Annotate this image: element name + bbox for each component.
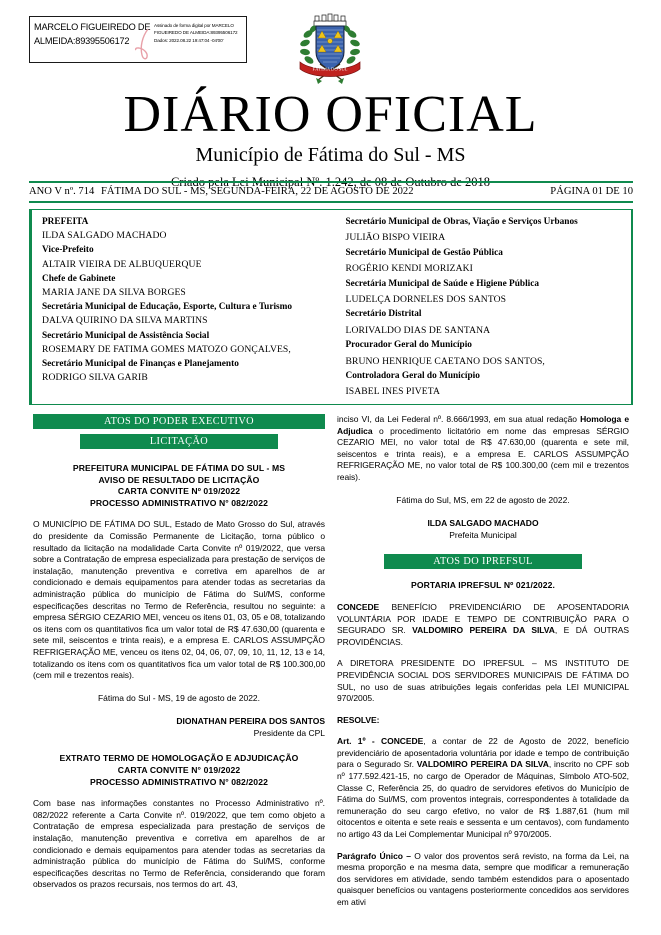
signature-name: MARCELO FIGUEIREDO DE ALMEIDA:89395506172 — [34, 22, 151, 46]
official-role: PREFEITA — [42, 217, 89, 227]
extrato-heading-line-3: PROCESSO ADMINISTRATIVO N° 082/2022 — [90, 776, 268, 787]
official-role: Vice-Prefeito — [42, 245, 94, 256]
official-name: ILDA SALGADO MACHADO — [42, 230, 167, 242]
issue-info-bar — [29, 184, 633, 200]
divider-bottom — [29, 201, 633, 203]
aviso-place-date: Fátima do Sul - MS, 19 de agosto de 2022. — [97, 692, 261, 703]
extrato-body-text: Com base nas informações constantes no Processo Administrativo nº. 082/2022 referente a Carta Convite nº. 019/2022, que tem como objeto a Contratação de empresa especializada para prestação de serviços de instalação, manutenção preventiva e corretiva em aparelhos de ar condicionado e demais equipamentos para atender todas as secretarias da administração pública do município de Fátima do Sul/MS, conforme especificações descritas no Termo de Referência, considerando que foram observados os prazos recursais, nos termos do art. 43, — [33, 798, 325, 890]
official-name: LORIVALDO DIAS DE SANTANA — [345, 324, 491, 336]
officials-column-left — [32, 215, 332, 404]
coat-of-arms-icon — [296, 12, 364, 86]
continuation-bold: Homologa e Adjudica — [337, 414, 629, 436]
official-role: Secretário Municipal de Assistência Social — [42, 330, 210, 341]
content-column-left — [33, 414, 325, 891]
official-name: MARIA JANE DA SILVA BORGES — [42, 287, 186, 299]
officials-box — [29, 209, 633, 405]
resolve-bold: RESOLVE: — [337, 714, 380, 725]
concede-text-part1: BENEFÍCIO PREVIDENCIÁRIO DE APOSENTADORIA VOLUNTÁRIA POR IDADE E TEMPO DE CONTRIBUIÇÃO PARA O SEGURADO SR. — [337, 601, 629, 636]
resolve-label — [337, 715, 629, 727]
masthead — [0, 88, 661, 191]
homologacao-signer-role: Prefeita Municipal — [449, 529, 517, 540]
official-role: Secretária Municipal de Saúde e Higiene Pública — [345, 278, 540, 289]
extrato-heading-line-1: EXTRATO TERMO DE HOMOLOGAÇÃO E ADJUDICAÇÃO — [59, 753, 299, 764]
section-banner-iprefsul: ATOS DO IPREFSUL — [384, 554, 582, 569]
official-role: Secretária Municipal de Educação, Esporte, Cultura e Turismo — [42, 302, 293, 313]
art1-text-part1: , a contar de 22 de Agosto de 2022, benefício previdenciário de aposentadoria voluntária por idade e tempo de contribuição para o Segurado Sr. — [337, 736, 629, 770]
official-name: ROGÉRIO KENDI MORIZAKI — [345, 263, 473, 275]
extrato-heading-line-2: CARTA CONVITE N° 019/2022 — [117, 765, 241, 776]
official-name: BRUNO HENRIQUE CAETANO DOS SANTOS, — [345, 355, 545, 367]
aviso-heading-line-2: AVISO DE RESULTADO DE LICITAÇÃO — [98, 474, 260, 485]
content-column-right — [337, 414, 629, 909]
continuation-pre: inciso VI, da Lei Federal nº. 8.666/1993, em sua atual redação — [337, 414, 581, 424]
art1-text-part2: , inscrito no CPF sob nº 177.592.421-15, no cargo de Operador de Máquinas, Símbolo ATO-502, Classe C, Referência 25, do quadro de servidores efetivos do Município de Fátima do Sul/MS, com proventos integrais, correspondentes à totalidade da remuneração do seu cargo efetivo, no valor de R$ 1.887,61 (hum mil oitocentos e oitenta e sete reais e sessenta e um centavos), com fundamento no artigo 43 da Lei Complementar Municipal nº 970/2005. — [337, 759, 629, 840]
page-title: DIÁRIO OFICIAL — [123, 86, 538, 143]
aviso-heading-line-3: CARTA CONVITE Nº 019/2022 — [117, 486, 241, 497]
masthead-subtitle: Município de Fátima do Sul - MS — [195, 144, 466, 166]
issue-page-number: PÁGINA 01 DE 10 — [550, 186, 633, 197]
portaria-heading: PORTARIA IPREFSUL Nº 021/2022. — [411, 580, 555, 591]
official-role: Secretário Distrital — [345, 309, 422, 320]
paragrafo-unico-label: Parágrafo Único – — [337, 850, 411, 861]
official-name: RODRIGO SILVA GARIB — [42, 372, 148, 384]
aviso-heading-line-4: PROCESSO ADMINISTRATIVO N° 082/2022 — [90, 497, 268, 508]
aviso-heading-line-1: PREFEITURA MUNICIPAL DE FÁTIMA DO SUL - MS — [72, 463, 286, 473]
paragrafo-unico-body: O valor dos proventos será revisto, na forma da Lei, na mesma proporção e na mesma data, sempre que modificar a remuneração dos servidores em atividade, sendo também estendidos para o aposentado quaisquer benefícios ou vantagens posteriormente concedidos aos servidores em ativi — [337, 850, 629, 907]
art1-text — [337, 736, 629, 840]
concede-summary-text — [337, 602, 629, 648]
homologacao-signer-name: ILDA SALGADO MACHADO — [427, 518, 539, 529]
issue-year-number: ANO V nº. 714 — [29, 186, 95, 197]
official-role: Secretário Municipal de Obras, Viação e Serviços Urbanos — [345, 217, 578, 227]
art1-concede-bold: CONCEDE — [381, 736, 424, 747]
official-role: Secretário Municipal de Finanças e Planejamento — [42, 359, 239, 370]
extrato-continuation-text — [337, 414, 629, 484]
continuation-post: o procedimento licitatório em nome das empresas SÉRGIO CEZARIO MEI, no valor total de R$ 47.630,00 (quarenta e sete mil, seiscentos e trinta reais), e a empresa E. CARLOS ASSUMPÇÃO REFRIGERAÇÃO ME, no valor total de R$ 100.300,00 (cem mil e trezentos reais). — [337, 425, 629, 482]
divider-top — [29, 181, 633, 183]
official-name: ALTAIR VIEIRA DE ALBUQUERQUE — [42, 258, 202, 270]
section-banner-licitacao: LICITAÇÃO — [80, 434, 278, 449]
section-banner-poder-executivo: ATOS DO PODER EXECUTIVO — [33, 414, 325, 429]
official-role: Procurador Geral do Município — [345, 340, 472, 351]
concede-text-part2: , E DÁ OUTRAS PROVIDÊNCIAS. — [337, 625, 629, 647]
svg-text:FÁTIMA DO SUL: FÁTIMA DO SUL — [312, 66, 348, 72]
official-role: Controladora Geral do Município — [345, 371, 480, 382]
aviso-signer-name: DIONATHAN PEREIRA DOS SANTOS — [176, 716, 325, 727]
official-role: Secretário Municipal de Gestão Pública — [345, 247, 503, 258]
official-name: JULIÃO BISPO VIEIRA — [345, 232, 446, 244]
concede-beneficiary-name: VALDOMIRO PEREIRA DA SILVA — [412, 625, 555, 636]
aviso-body-text: O MUNICÍPIO DE FÁTIMA DO SUL, Estado de Mato Grosso do Sul, através do presidente da Comissão Permanente de Licitação, torna público o resultado da licitação na modalidade Carta Convite nº 019/2022, que versa sobre a Contratação de empresa especializada para prestação de serviços de instalação, manutenção preventiva e corretiva em aparelhos de ar condicionado e demais equipamentos para atender todas as secretarias da administração pública do município de Fátima do Sul/MS, conforme especificações descritas no Termo de Referência, resultou no seguinte: a empresa SÉRGIO CEZARIO MEI, venceu os itens 01, 03, 05 e 08, totalizando os itens com os quantitativos fica um valor total de R$ 47.630,00 (quarenta e sete mil, seiscentos e trinta reais), e a empresa E. CARLOS ASSUMPÇÃO REFRIGERAÇÃO ME, venceu os itens 02, 04, 06, 07, 09, 10, 11, 12, 13 e 14, totalizando os itens com os quantitativos fica um valor total de R$ 100.300,00 (cem mil e trezentos reais). — [33, 519, 325, 681]
digital-signature-stamp — [29, 16, 247, 63]
diretora-presidente-text: A DIRETORA PRESIDENTE DO IPREFSUL – MS INSTITUTO DE PREVIDÊNCIA SOCIAL DOS SERVIDORES MUNICIPAIS DE FÁTIMA DO SUL, no uso de suas atribuições legais conferidas pela LEI MUNICIPAL 970/2005. — [337, 658, 629, 704]
art1-label: Art. 1º - — [337, 736, 382, 747]
official-name: DALVA QUIRINO DA SILVA MARTINS — [42, 315, 208, 327]
official-name: ROSEMARY DE FATIMA GOMES MATOZO GONÇALVES, — [42, 343, 291, 355]
art1-beneficiary-name: VALDOMIRO PEREIRA DA SILVA — [416, 759, 549, 770]
paragrafo-unico-text — [337, 851, 629, 909]
homologacao-place-date: Fátima do Sul, MS, em 22 de agosto de 2022. — [396, 494, 570, 505]
signature-metadata: Assinado de forma digital por MARCELO FIGUEIREDO DE ALMEIDA:89395506172 Dados: 2022.08.22 19:47:04 -04'00' — [154, 23, 238, 43]
aviso-signer-role: Presidente da CPL — [253, 727, 325, 738]
official-name: LUDELÇA DORNELES DOS SANTOS — [345, 294, 507, 306]
official-role: Chefe de Gabinete — [42, 273, 116, 284]
concede-bold-label: CONCEDE — [337, 601, 380, 612]
official-name: ISABEL INES PIVETA — [345, 386, 440, 398]
issue-place-date: FÁTIMA DO SUL - MS, SEGUNDA-FEIRA, 22 DE AGOSTO DE 2022 — [101, 186, 414, 197]
officials-column-right — [332, 215, 632, 404]
